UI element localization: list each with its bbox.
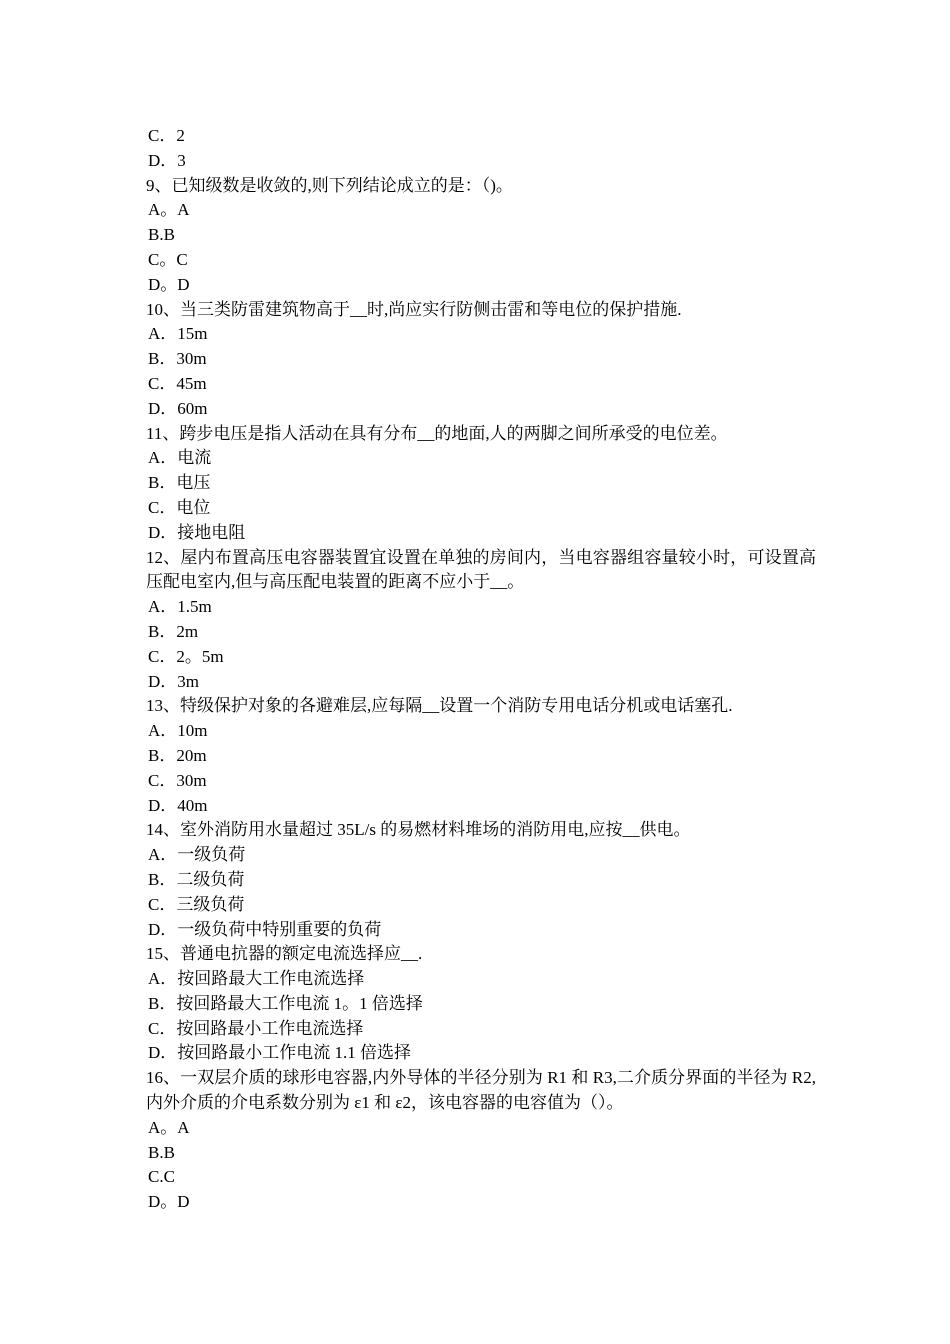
answer-option: A．电流 xyxy=(148,448,212,468)
answer-option: B．按回路最大工作电流 1。1 倍选择 xyxy=(148,993,423,1013)
question-text: 14、室外消防用水量超过 35L/s 的易燃材料堆场的消防用电,应按__供电。 xyxy=(146,820,691,840)
answer-option: B．20m xyxy=(148,745,207,765)
answer-option: D．60m xyxy=(148,398,208,418)
answer-option: D．3m xyxy=(148,671,199,691)
answer-option: C。C xyxy=(148,249,188,269)
answer-option: C．2。5m xyxy=(148,646,224,666)
answer-option: C．30m xyxy=(148,770,207,790)
answer-option: A．按回路最大工作电流选择 xyxy=(148,969,365,989)
answer-option: D．40m xyxy=(148,795,208,815)
question-text: 9、已知级数是收敛的,则下列结论成立的是：（)。 xyxy=(146,175,513,195)
answer-option: D．接地电阻 xyxy=(148,522,246,542)
answer-option: C．2 xyxy=(148,126,185,145)
question-text: 15、普通电抗器的额定电流选择应__. xyxy=(146,944,423,964)
answer-option: B．二级负荷 xyxy=(148,869,245,889)
answer-option: C.C xyxy=(148,1167,175,1187)
answer-option: A．1.5m xyxy=(148,597,212,617)
answer-option: A。A xyxy=(148,1117,190,1137)
answer-option: C．三级负荷 xyxy=(148,894,245,914)
answer-option: D．3 xyxy=(148,150,186,170)
answer-option: D。D xyxy=(148,274,190,294)
answer-option: D。D xyxy=(148,1192,190,1212)
question-text: 13、特级保护对象的各避难层,应每隔__设置一个消防专用电话分机或电话塞孔. xyxy=(146,696,733,716)
question-text: 16、一双层介质的球形电容器,内外导体的半径分别为 R1 和 R3,二介质分界面的半径为 R2,内外介质的介电系数分别为 ε1 和 ε2，该电容器的电容值为（）。 xyxy=(146,1068,816,1113)
answer-option: C．45m xyxy=(148,373,207,393)
document-body xyxy=(146,124,816,1215)
question-text: 10、当三类防雷建筑物高于__时,尚应实行防侧击雷和等电位的保护措施. xyxy=(146,299,682,319)
answer-option: B.B xyxy=(148,1142,175,1162)
answer-option: D．一级负荷中特别重要的负荷 xyxy=(148,919,382,939)
answer-option: A．一级负荷 xyxy=(148,845,246,865)
answer-option: C．电位 xyxy=(148,497,211,517)
answer-option: B．30m xyxy=(148,349,207,369)
answer-option: B．2m xyxy=(148,621,199,641)
answer-option: B.B xyxy=(148,225,175,245)
question-text: 11、跨步电压是指人活动在具有分布__的地面,人的两脚之间所承受的电位差。 xyxy=(146,423,728,443)
answer-option: A．10m xyxy=(148,721,208,741)
answer-option: D．按回路最小工作电流 1.1 倍选择 xyxy=(148,1043,412,1063)
answer-option: B．电压 xyxy=(148,473,211,493)
answer-option: C．按回路最小工作电流选择 xyxy=(148,1018,364,1038)
answer-option: A。A xyxy=(148,200,190,220)
answer-option: A．15m xyxy=(148,324,208,344)
question-text: 12、屋内布置高压电容器装置宜设置在单独的房间内，当电容器组容量较小时，可设置高压配电室内,但与高压配电装置的距离不应小于__。 xyxy=(146,547,816,592)
